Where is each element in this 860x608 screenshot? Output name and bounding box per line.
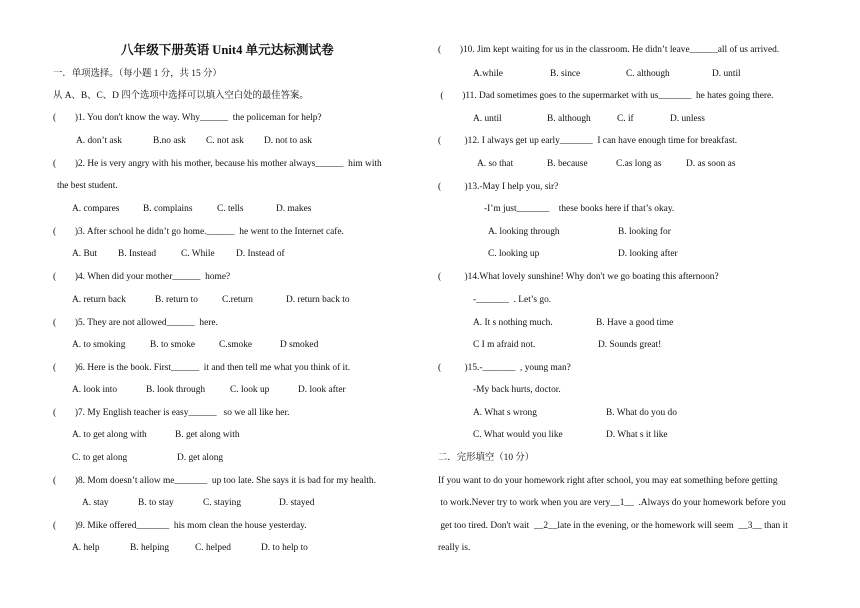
- question-7-option-a: A. to get along with: [72, 430, 147, 440]
- cloze-line-1: If you want to do your homework right after school, you may eat something before getting: [438, 476, 778, 486]
- question-9-option-c: C. helped: [195, 543, 231, 553]
- cloze-line-3: get too tired. Don't wait __2__late in the evening, or the homework will seem __3__ than it: [438, 521, 788, 531]
- question-4-option-b: B. return to: [155, 295, 198, 305]
- question-15-option-b: B. What do you do: [606, 408, 677, 418]
- question-5-option-a: A. to smoking: [72, 340, 126, 350]
- question-14-stem-continued: -_______ . Let’s go.: [473, 295, 552, 305]
- question-4-stem: ( )4. When did your mother______ home?: [53, 272, 231, 282]
- question-12-option-b: B. because: [547, 159, 588, 169]
- question-11-stem: ( )11. Dad sometimes goes to the supermarket with us_______ he hates going there.: [438, 91, 774, 101]
- question-12-option-d: D. as soon as: [686, 159, 736, 169]
- question-11-option-d: D. unless: [670, 114, 705, 124]
- question-5-option-b: B. to smoke: [150, 340, 196, 350]
- question-8-option-c: C. staying: [203, 498, 242, 508]
- question-4-option-c: C.return: [222, 295, 253, 305]
- question-8-option-d: D. stayed: [279, 498, 315, 508]
- question-14-option-d: D. Sounds great!: [598, 340, 662, 350]
- question-13-option-d: D. looking after: [618, 249, 678, 259]
- question-6-option-b: B. look through: [146, 385, 206, 395]
- question-8-stem: ( )8. Mom doesn’t allow me_______ up too late. She says it is bad for my health.: [53, 476, 376, 486]
- question-15-option-d: D. What s it like: [606, 430, 668, 440]
- question-9-stem: ( )9. Mike offered_______ his mom clean the house yesterday.: [53, 521, 307, 531]
- question-13-option-b: B. looking for: [618, 227, 671, 237]
- question-13-stem-continued: -I’m just_______ these books here if that’s okay.: [484, 204, 675, 214]
- question-14-stem: ( )14.What lovely sunshine! Why don't we go boating this afternoon?: [438, 272, 719, 282]
- question-2-stem-continued: the best student.: [57, 181, 118, 191]
- question-13-option-c: C. looking up: [488, 249, 540, 259]
- question-11-option-a: A. until: [473, 114, 502, 124]
- question-7-option-b: B. get along with: [175, 430, 240, 440]
- question-10-stem: ( )10. Jim kept waiting for us in the classroom. He didn’t leave______all of us arrived.: [438, 45, 780, 55]
- question-3-option-c: C. While: [181, 249, 215, 259]
- question-5-option-d: D smoked: [280, 340, 319, 350]
- question-6-option-d: D. look after: [298, 385, 346, 395]
- question-2-option-d: D. makes: [276, 204, 312, 214]
- question-7-stem: ( )7. My English teacher is easy______ so we all like her.: [53, 408, 290, 418]
- section2-heading: 二．完形填空（10 分）: [438, 453, 535, 463]
- question-10-option-d: D. until: [712, 69, 741, 79]
- question-10-option-a: A.while: [473, 69, 503, 79]
- question-1-option-a: A. don’t ask: [76, 136, 122, 146]
- question-4-option-a: A. return back: [72, 295, 126, 305]
- question-13-stem: ( )13.-May I help you, sir?: [438, 182, 559, 192]
- page-title: 八年级下册英语 Unit4 单元达标测试卷: [121, 43, 334, 57]
- question-10-option-b: B. since: [550, 69, 581, 79]
- section1-heading: 一．单项选择。（每小题 1 分，共 15 分）: [53, 69, 222, 79]
- question-1-option-c: C. not ask: [206, 136, 244, 146]
- question-15-option-a: A. What s wrong: [473, 408, 537, 418]
- question-6-option-c: C. look up: [230, 385, 270, 395]
- question-1-stem: ( )1. You don't know the way. Why______ the policeman for help?: [53, 113, 322, 123]
- question-13-option-a: A. looking through: [488, 227, 560, 237]
- question-10-option-c: C. although: [626, 69, 670, 79]
- question-3-option-d: D. Instead of: [236, 249, 285, 259]
- section1-instruction: 从 A、B、C、D 四个选项中选择可以填入空白处的最佳答案。: [53, 91, 309, 101]
- question-12-option-c: C.as long as: [616, 159, 662, 169]
- question-2-option-a: A. compares: [72, 204, 120, 214]
- question-1-option-d: D. not to ask: [264, 136, 312, 146]
- question-2-option-c: C. tells: [217, 204, 244, 214]
- question-9-option-d: D. to help to: [261, 543, 308, 553]
- question-11-option-c: C. if: [617, 114, 634, 124]
- cloze-line-4: really is.: [438, 543, 471, 553]
- question-14-option-a: A. It s nothing much.: [473, 318, 553, 328]
- question-15-option-c: C. What would you like: [473, 430, 563, 440]
- question-14-option-c: C I m afraid not.: [473, 340, 536, 350]
- question-5-option-c: C.smoke: [219, 340, 253, 350]
- question-15-stem: ( )15.-_______ , young man?: [438, 363, 571, 373]
- question-9-option-b: B. helping: [130, 543, 170, 553]
- question-4-option-d: D. return back to: [286, 295, 350, 305]
- question-1-option-b: B.no ask: [153, 136, 186, 146]
- question-9-option-a: A. help: [72, 543, 100, 553]
- question-14-option-b: B. Have a good time: [596, 318, 674, 328]
- question-2-option-b: B. complains: [143, 204, 193, 214]
- question-5-stem: ( )5. They are not allowed______ here.: [53, 318, 218, 328]
- question-12-stem: ( )12. I always get up early_______ I can have enough time for breakfast.: [438, 136, 738, 146]
- question-11-option-b: B. although: [547, 114, 591, 124]
- question-3-option-b: B. Instead: [118, 249, 157, 259]
- question-8-option-b: B. to stay: [138, 498, 174, 508]
- question-15-stem-continued: -My back hurts, doctor.: [473, 385, 561, 395]
- question-3-stem: ( )3. After school he didn’t go home.______ he went to the Internet cafe.: [53, 227, 344, 237]
- question-7-option-d: D. get along: [177, 453, 224, 463]
- cloze-line-2: to work.Never try to work when you are very__1__ .Always do your homework before you: [438, 498, 786, 508]
- question-7-option-c: C. to get along: [72, 453, 128, 463]
- question-6-option-a: A. look into: [72, 385, 118, 395]
- question-8-option-a: A. stay: [82, 498, 109, 508]
- question-2-stem: ( )2. He is very angry with his mother, because his mother always______ him with: [53, 159, 382, 169]
- question-12-option-a: A. so that: [477, 159, 514, 169]
- question-3-option-a: A. But: [72, 249, 98, 259]
- question-6-stem: ( )6. Here is the book. First______ it and then tell me what you think of it.: [53, 363, 351, 373]
